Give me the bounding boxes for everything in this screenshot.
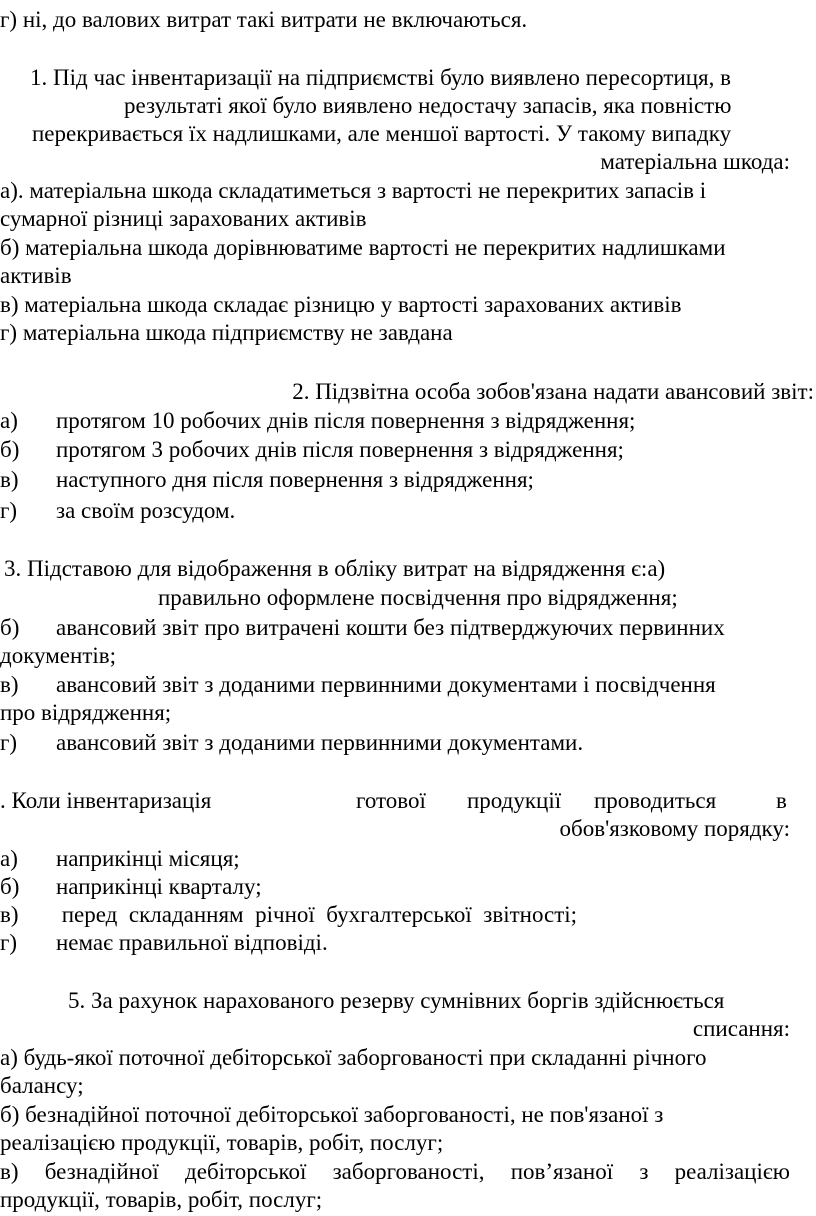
question-1-answer-d: г) матеріальна шкода підприємству не завдана (0, 320, 453, 345)
option-text: немає правильної відповіді. (56, 930, 328, 955)
option-letter: г) (0, 498, 18, 523)
q4-word: продукції (467, 788, 562, 813)
question-5-line-2: списання: (692, 1016, 790, 1041)
question-5-answer-b-line-2: реалізацією продукції, товарів, робіт, послуг; (0, 1130, 444, 1155)
prev-answer-d: г) ні, до валових витрат такі витрати не включаються. (0, 7, 528, 32)
question-1-line-1: 1. Під час інвентаризації на підприємстві було виявлено пересортиця, в (30, 65, 731, 90)
option-text: перед складанням річної бухгалтерської звітності; (56, 902, 578, 927)
question-3-answer-c-line-2: про відрядження; (0, 700, 172, 725)
q5c-word: заборгованості, (332, 1159, 485, 1184)
question-3-answer-b (0, 614, 725, 642)
question-1-answer-a-line-1: а). матеріальна шкода складатиметься з вартості не перекритих запасів і (0, 178, 707, 203)
question-2-answer-a (0, 407, 635, 435)
option-text: наприкінці місяця; (56, 846, 240, 871)
question-3-line-1: 3. Підставою для відображення в обліку витрат на відрядження є:а) (4, 556, 666, 581)
q4-word: готової (356, 788, 426, 813)
question-1-line-3: перекривається їх надлишками, але меншої вартості. У такому випадку (32, 121, 732, 146)
option-text: наступного дня після повернення з відрядження; (56, 467, 534, 492)
option-letter: а) (0, 846, 18, 871)
option-text: наприкінці кварталу; (56, 874, 262, 899)
option-text: авансовий звіт з доданими первинними документами. (56, 730, 584, 755)
question-1-line-2: результаті якої було виявлено недостачу запасів, яка повністю (124, 93, 732, 118)
q5c-word: пов’язаної (510, 1159, 614, 1184)
question-1-answer-a-line-2: сумарної різниці зарахованих активів (0, 206, 367, 231)
question-3-answer-d (0, 729, 583, 757)
q5c-word: в) (0, 1159, 19, 1184)
question-3-line-2: правильно оформлене посвідчення про відрядження; (158, 585, 678, 610)
question-3-answer-b-line-2: документів; (0, 643, 117, 668)
question-5-answer-c-line-2: продукції, товарів, робіт, послуг; (0, 1187, 323, 1212)
q5c-word: з (639, 1159, 649, 1184)
question-3-answer-c (0, 671, 716, 699)
question-4-line-2: обов'язковому порядку: (559, 816, 790, 841)
option-letter: б) (0, 615, 20, 640)
option-letter: г) (0, 930, 18, 955)
question-5-answer-c-line-1 (0, 1158, 790, 1186)
option-text: протягом 10 робочих днів після повернення з відрядження; (56, 408, 636, 433)
q5c-word: реалізацією (674, 1159, 790, 1184)
question-5-answer-a-line-1: а) будь-якої поточної дебіторської заборгованості при складанні річного (0, 1045, 707, 1070)
question-5-answer-a-line-2: балансу; (0, 1073, 84, 1098)
question-2-answer-c (0, 466, 534, 494)
option-letter: б) (0, 874, 20, 899)
option-letter: а) (0, 408, 18, 433)
question-1-answer-b-line-1: б) матеріальна шкода дорівнюватиме вартості не перекритих надлишками (0, 235, 726, 260)
q4-word: . Коли інвентаризація (0, 788, 212, 813)
question-4-answer-a (0, 845, 240, 873)
option-text: авансовий звіт з доданими первинними документами і посвідчення (56, 672, 716, 697)
question-4-answer-c (0, 901, 577, 929)
option-letter: в) (0, 467, 19, 492)
question-2-answer-d (0, 497, 235, 525)
option-text: за своїм розсудом. (56, 498, 236, 523)
q4-word: проводиться (594, 788, 717, 813)
option-letter: в) (0, 902, 19, 927)
q4-word: в (776, 788, 787, 813)
question-5-line-1: 5. За рахунок нарахованого резерву сумнівних боргів здійснюється (68, 988, 725, 1013)
option-text: авансовий звіт про витрачені кошти без підтверджуючих первинних (56, 615, 725, 640)
question-5-answer-b-line-1: б) безнадійної поточної дебіторської заборгованості, не пов'язаної з (0, 1102, 664, 1127)
question-2-answer-b (0, 436, 624, 464)
option-letter: в) (0, 672, 19, 697)
question-1-answer-b-line-2: активів (0, 263, 72, 288)
question-1-line-4: матеріальна шкода: (600, 149, 790, 174)
question-4-answer-b (0, 873, 262, 901)
option-letter: б) (0, 437, 20, 462)
q5c-word: безнадійної (44, 1159, 159, 1184)
question-1-answer-c: в) матеріальна шкода складає різницю у вартості зарахованих активів (0, 292, 682, 317)
question-2: 2. Підзвітна особа зобов'язана надати авансовий звіт: (292, 379, 814, 404)
question-4-answer-d (0, 929, 328, 957)
option-letter: г) (0, 730, 18, 755)
q5c-word: дебіторської (185, 1159, 307, 1184)
option-text: протягом 3 робочих днів після повернення з відрядження; (56, 437, 624, 462)
